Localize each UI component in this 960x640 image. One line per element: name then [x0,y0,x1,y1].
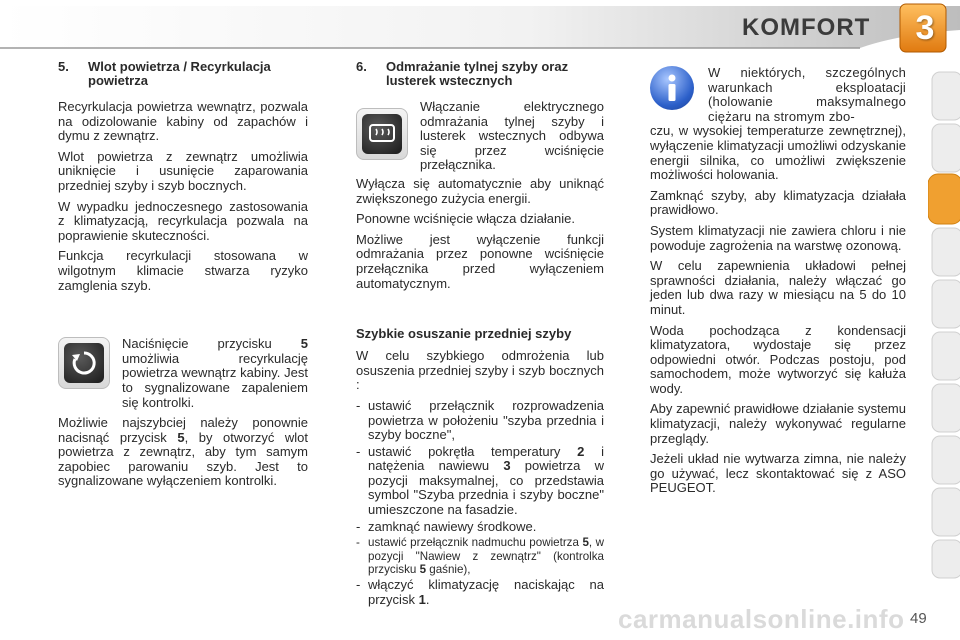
chapter-tab-rail[interactable] [928,70,960,580]
watermark: carmanualsonline.info [618,604,905,634]
list-item: - zamknąć nawiewy środkowe. [356,518,537,534]
info-icon [650,66,694,110]
quick-defog-title: Szybkie osuszanie przedniej szyby [356,326,572,342]
paragraph: System klimatyzacji nie zawiera chloru i nie powoduje zagrożenia na warstwę ozonową. [650,222,906,253]
section-6-title: 6. Odmrażanie tylnej szyby oraz lusterek wstecznych [356,59,569,88]
column-right [650,60,906,502]
defrost-note: Włączanie elektrycznego odmrażania tylnej szyby i lusterek wstecznych odbywa się przez wciśnięcie przełącznika. [356,100,604,173]
column-left [58,60,308,495]
paragraph: W celu zapewnienia układowi pełnej sprawności działania, należy włączać go jeden lub dwa razy w miesiącu na 5 do 10 minut. [650,258,906,317]
paragraph: Aby zapewnić prawidłowe działanie systemu klimatyzacji, należy wykonywać regularne przeglądy. [650,401,906,446]
paragraph: Wyłącza się automatycznie aby uniknąć zwiększonego zużycia energii. [356,175,604,206]
paragraph: czu, w wysokiej temperaturze zewnętrznej), wyłączenie klimatyzacji umożliwi odzyskanie energii silnika, co umożliwi zwiększenie możliwości holowania. [650,123,906,183]
page-title: KOMFORT [742,14,871,41]
list-item: - włączyć klimatyzację naciskając na przycisk 1. [356,577,604,608]
paragraph: Woda pochodząca z kondensacji klimatyzatora, wydostaje się przez odpowiedni otwór. Podczas postoju, pod samochodem, może wytworzyć się kałuża wody. [650,322,906,396]
paragraph: Ponowne wciśnięcie włącza działanie. [356,211,575,227]
paragraph: Wlot powietrza z zewnątrz umożliwia uniknięcie i usunięcie zaparowania przedniej szyby i szyb bocznych. [58,148,308,193]
paragraph: Możliwe jest wyłączenie funkcji odmrażania przez ponowne wciśnięcie przełącznika przed wyłączeniem automatycznym. [356,231,604,291]
paragraph: W celu szybkiego odmrożenia lub osuszenia przedniej szyby i szyb bocznych : [356,348,604,393]
paragraph: Recyrkulacja powietrza wewnątrz, pozwala na odizolowanie kabiny od zapachów i dymu z zewnątrz. [58,99,308,144]
page-number: 49 [910,610,927,627]
paragraph: Funkcja recyrkulacji stosowana w wilgotnym klimacie stwarza ryzyko zamglenia szyb. [58,248,308,293]
rear-defrost-button-icon [356,108,408,160]
column-middle [356,60,604,610]
paragraph: Zamknąć szyby, aby klimatyzacja działała prawidłowo. [650,187,906,218]
info-note: W niektórych, szczególnych warunkach eksploatacji (holowanie maksymalnego ciężaru na stromym zbo- [650,66,906,124]
recirculation-button-icon [58,337,110,389]
paragraph: Możliwie najszybciej należy ponownie nacisnąć przycisk 5, by otworzyć wlot powietrza z zewnątrz, aby tym samym zapobiec parowaniu szyb. Jest to sygnalizowane wyłączeniem kontrolki. [58,415,308,489]
paragraph: W wypadku jednoczesnego zastosowania z klimatyzacją, recyrkulacja pozwala na poprawienie skuteczności. [58,198,308,243]
section-5-title: 5. Wlot powietrza / Recyrkulacja powietrza [58,59,271,88]
recirculation-note: Naciśnięcie przycisku 5 umożliwia recyrkulację powietrza wewnątrz kabiny. Jest to sygnalizowane zapaleniem się kontrolki. [58,337,308,410]
chapter-number-badge: 3 [915,9,935,47]
list-item: - ustawić pokrętła temperatury 2 i natężenia nawiewu 3 powietrza w pozycji maksymalnej, co przedstawia symbol "Szyba przednia i szyby boczne" umieszczone na fasadzie. [356,443,604,518]
list-item: - ustawić przełącznik rozprowadzenia powietrza w położeniu "szyba przednia i szyby boczne", [356,397,604,443]
list-item: - ustawić przełącznik nadmuchu powietrza 5, w pozycji "Nawiew z zewnątrz" (kontrolka przycisku 5 gaśnie), [356,536,604,577]
paragraph: Jeżeli układ nie wytwarza zimna, nie należy go używać, lecz skontaktować się z ASO PEUGEOT. [650,451,906,496]
defog-steps-list [356,399,604,608]
